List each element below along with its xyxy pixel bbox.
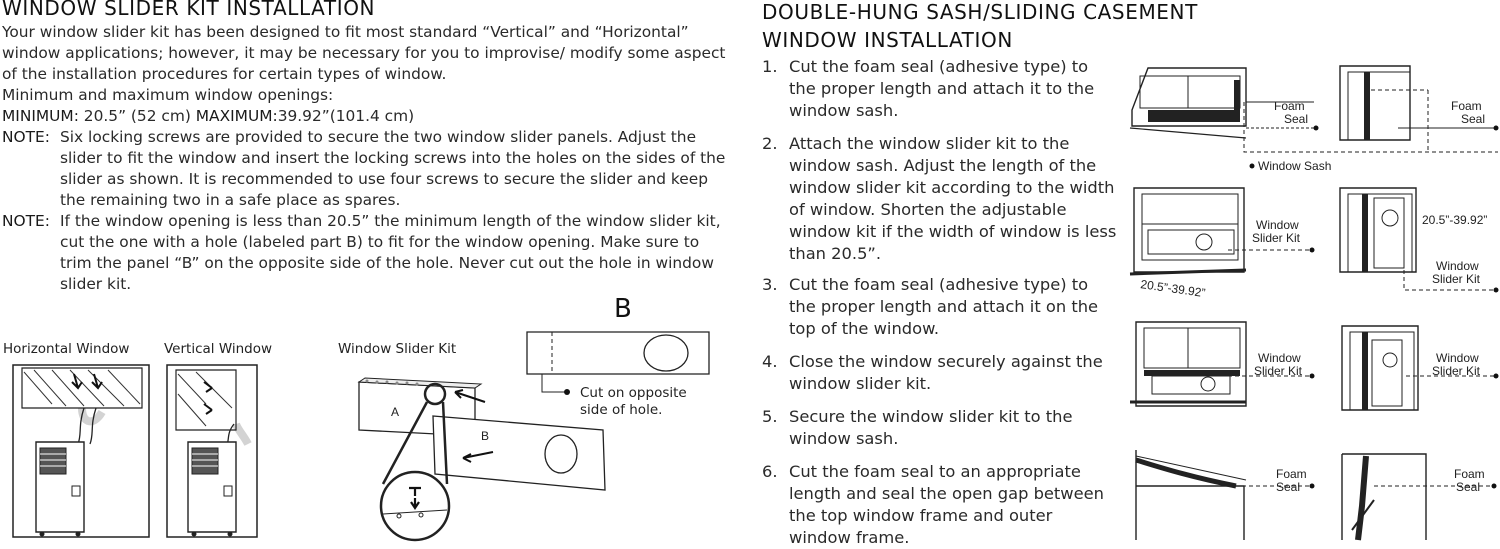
part-b-panel-diagram — [526, 330, 712, 380]
intro-paragraph: Your window slider kit has been designed to fit most standard “Vertical” and “Horizontal” window applications; however, it may be necessary for you to improvise/ modify some aspect of the installation procedures for certain types of window. — [2, 23, 726, 83]
figure-step-4 — [1128, 318, 1498, 414]
maximum-label: MAXIMUM: — [195, 107, 278, 125]
step-text: Cut the foam seal (adhesive type) to the proper length and attach it to the window sash. — [789, 57, 1095, 120]
step-4 — [762, 351, 1119, 395]
window-label-2: Window — [1436, 259, 1479, 273]
minimum-label: MINIMUM: — [2, 107, 79, 125]
part-a-label: A — [391, 405, 400, 419]
horizontal-window-caption: Horizontal Window — [3, 341, 130, 357]
step-2 — [762, 133, 1119, 265]
step-number: 1. — [762, 57, 778, 76]
range-label-2: 20.5”-39.92” — [1422, 213, 1488, 227]
foam-seal-label-4a: Foam — [1454, 467, 1485, 481]
note-2-text: If the window opening is less than 20.5” the minimum length of the window slider kit, cut the one with a hole (labeled part B) to fit for the window opening. Make sure to trim the panel “B” on the opposite side of the hole. Never cut out the hole in window slider kit. — [60, 212, 721, 293]
note-2 — [2, 211, 732, 295]
step-number: 6. — [762, 462, 778, 481]
cut-instruction-line2: side of hole. — [580, 402, 663, 418]
window-label-3: Window — [1258, 351, 1301, 365]
figure-step-1 — [1128, 62, 1498, 174]
right-title-line2: WINDOW INSTALLATION — [762, 28, 1013, 52]
slider-kit-label-1: Slider Kit — [1252, 231, 1301, 245]
vertical-window-caption: Vertical Window — [164, 341, 273, 357]
step-5 — [762, 406, 1119, 450]
window-slider-kit-caption: Window Slider Kit — [338, 341, 457, 357]
figure-step-2 — [1128, 184, 1498, 301]
vertical-window-illustration — [166, 364, 262, 540]
cut-pointer — [540, 374, 570, 398]
slider-kit-label-3: Slider Kit — [1254, 364, 1303, 378]
cut-instruction-line1: Cut on opposite — [580, 385, 687, 401]
window-label-1: Window — [1256, 218, 1299, 232]
step-1 — [762, 56, 1119, 122]
foam-seal-label-2a: Foam — [1451, 99, 1482, 113]
window-sash-label: Window Sash — [1258, 159, 1332, 173]
part-b-label: B — [481, 429, 490, 443]
step-number: 5. — [762, 407, 778, 426]
window-label-4: Window — [1436, 351, 1479, 365]
step-3 — [762, 274, 1119, 340]
foam-seal-label-4b: Seal — [1456, 480, 1481, 494]
foam-seal-label-1b: Seal — [1284, 112, 1309, 126]
foam-seal-label-3b: Seal — [1276, 480, 1301, 494]
step-text: Attach the window slider kit to the window sash. Adjust the length of the window slider kit according to the width of window. Shorten the adjustable window kit if the width of window is less than 20.5”. — [789, 134, 1117, 263]
min-max-values — [2, 106, 732, 127]
cut-instruction — [580, 385, 687, 419]
step-text: Close the window securely against the window slider kit. — [789, 352, 1103, 393]
note-1-label: NOTE: — [2, 128, 50, 146]
step-text: Cut the foam seal (adhesive type) to the proper length and attach it on the top of the window. — [789, 275, 1099, 338]
note-2-label: NOTE: — [2, 212, 50, 230]
right-section-title — [762, 0, 1322, 54]
step-number: 3. — [762, 275, 778, 294]
right-title-line1: DOUBLE-HUNG SASH/SLIDING CASEMENT — [762, 0, 1198, 24]
figure-step-6 — [1126, 446, 1498, 544]
step-6 — [762, 461, 1119, 549]
horizontal-window-illustration — [12, 364, 152, 540]
slider-kit-label-4: Slider Kit — [1432, 364, 1481, 378]
left-section-title: WINDOW SLIDER KIT INSTALLATION — [2, 0, 376, 20]
part-b-heading: B — [614, 294, 632, 324]
minimum-value: 20.5” (52 cm) — [83, 107, 191, 125]
foam-seal-label-3a: Foam — [1276, 467, 1307, 481]
step-text: Secure the window slider kit to the window sash. — [789, 407, 1073, 448]
window-slider-kit-diagram — [355, 366, 615, 544]
step-number: 2. — [762, 134, 778, 153]
left-section-body — [2, 22, 732, 295]
note-1-text: Six locking screws are provided to secure the two window slider panels. Adjust the slider to fit the window and insert the locking screws into the holes on the sides of the slider as shown. It is recommended to use four screws to secure the slider and keep the remaining two in a safe place as spares. — [60, 128, 726, 209]
note-1 — [2, 127, 732, 211]
step-text: Cut the foam seal to an appropriate length and seal the open gap between the top window frame and outer window frame. — [789, 462, 1104, 547]
slider-kit-label-2: Slider Kit — [1432, 272, 1481, 286]
foam-seal-label-1a: Foam — [1274, 99, 1305, 113]
min-max-heading: Minimum and maximum window openings: — [2, 86, 334, 104]
maximum-value: 39.92”(101.4 cm) — [277, 107, 415, 125]
range-label-1: 20.5”-39.92” — [1139, 277, 1207, 301]
foam-seal-label-2b: Seal — [1461, 112, 1486, 126]
step-number: 4. — [762, 352, 778, 371]
